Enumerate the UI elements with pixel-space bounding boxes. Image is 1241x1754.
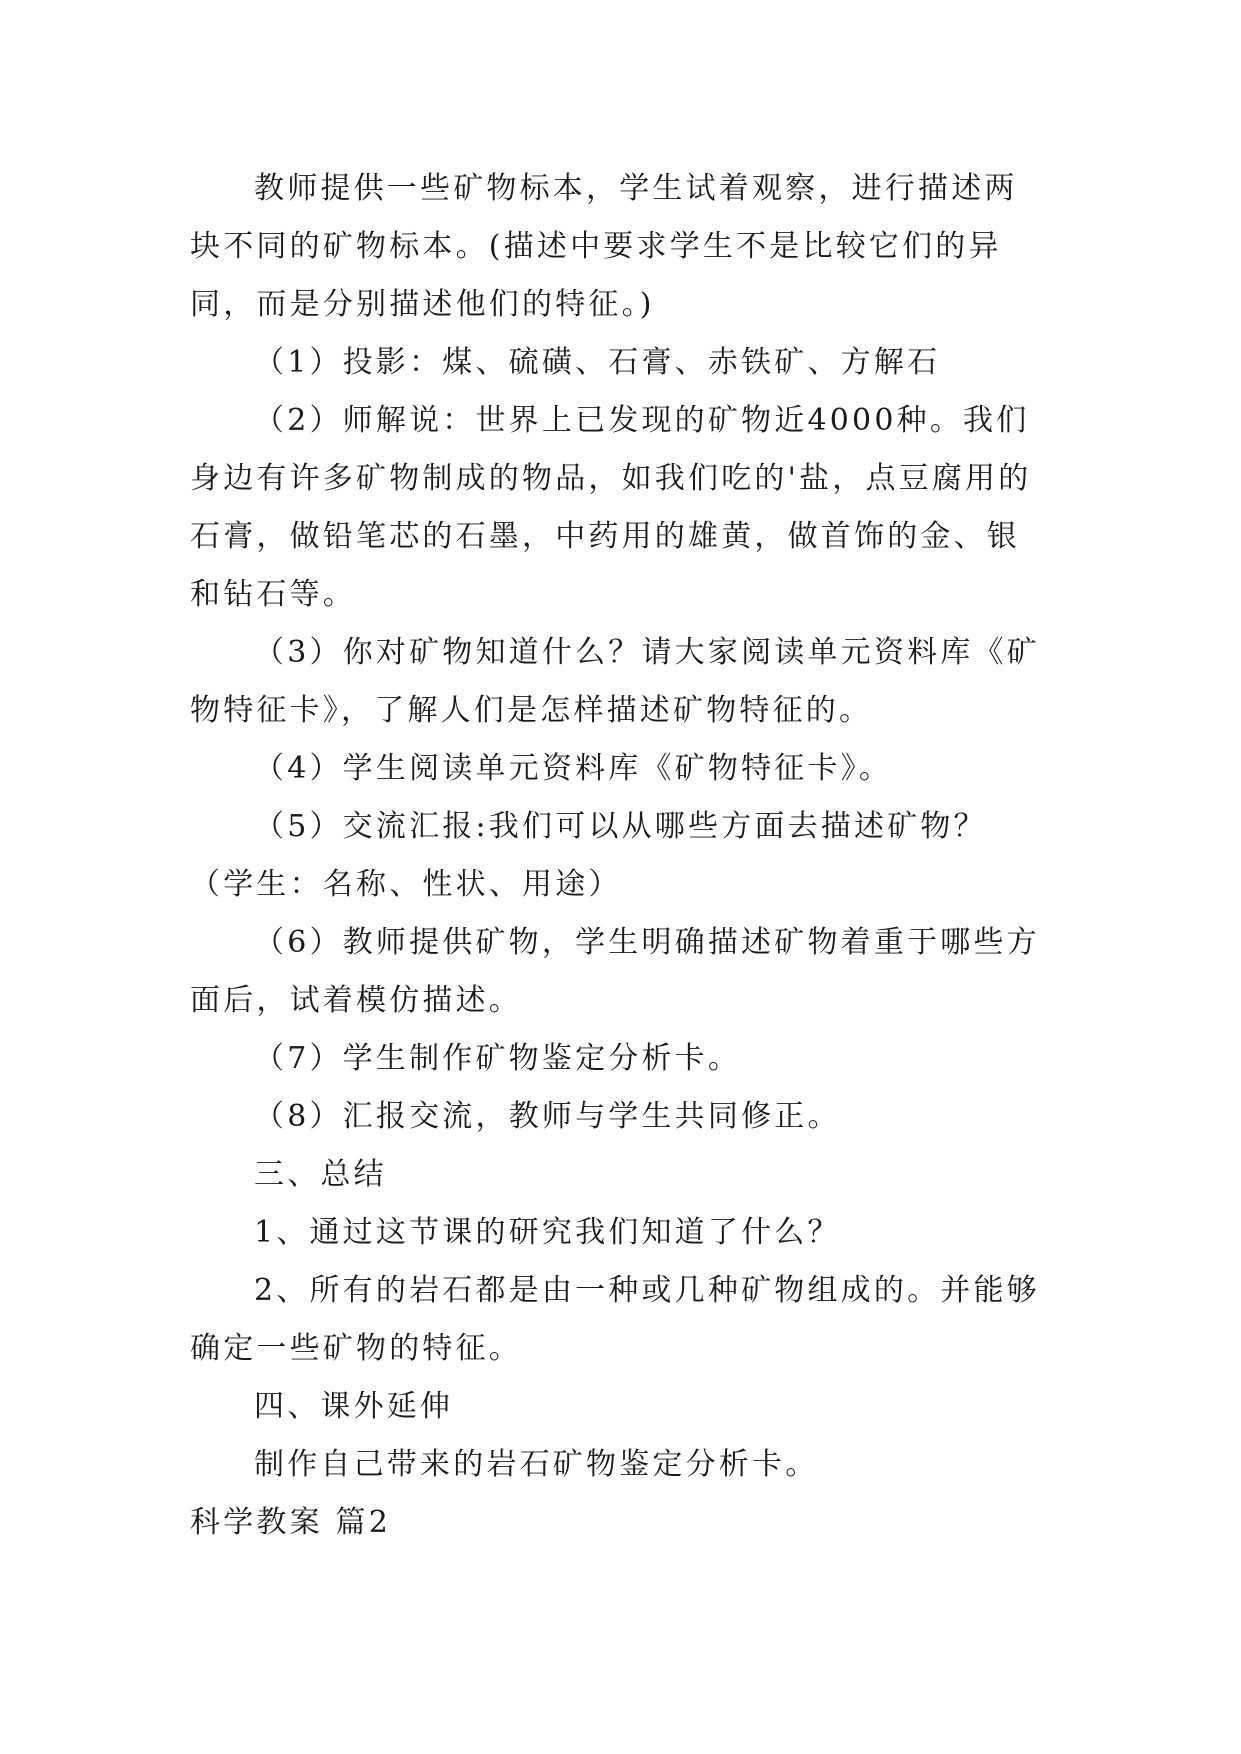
summary-point-1: 1、通过这节课的研究我们知道了什么？ bbox=[254, 1215, 841, 1250]
extension-paragraph: 制作自己带来的岩石矿物鉴定分析卡。 bbox=[254, 1447, 819, 1482]
step-4-paragraph: （4）学生阅读单元资料库《矿物特征卡》。 bbox=[254, 751, 893, 786]
step-1-paragraph: （1）投影：煤、硫磺、石膏、赤铁矿、方解石 bbox=[254, 345, 941, 380]
intro-paragraph: 教师提供一些矿物标本，学生试着观察，进行描述两块不同的矿物标本。(描述中要求学生不是比较它们的异同，而是分别描述他们的特征。) bbox=[190, 171, 1018, 322]
section-heading: 科学教案 篇2 bbox=[190, 1505, 392, 1540]
step-7-paragraph: （7）学生制作矿物鉴定分析卡。 bbox=[254, 1041, 742, 1076]
step-8-paragraph: （8）汇报交流，教师与学生共同修正。 bbox=[254, 1099, 841, 1134]
summary-point-2: 2、所有的岩石都是由一种或几种矿物组成的。并能够确定一些矿物的特征。 bbox=[190, 1273, 1040, 1366]
step-5-paragraph: （5）交流汇报:我们可以从哪些方面去描述矿物？（学生：名称、性状、用途） bbox=[190, 809, 987, 902]
summary-heading: 三、总结 bbox=[254, 1157, 387, 1192]
step-3-paragraph: （3）你对矿物知道什么？请大家阅读单元资料库《矿物特征卡》，了解人们是怎样描述矿物特征的。 bbox=[190, 635, 1040, 728]
step-2-paragraph: （2）师解说：世界上已发现的矿物近4000种。我们身边有许多矿物制成的物品，如我们吃的'盐，点豆腐用的石膏，做铅笔芯的石墨，中药用的雄黄，做首饰的金、银和钻石等。 bbox=[190, 403, 1032, 612]
step-6-paragraph: （6）教师提供矿物，学生明确描述矿物着重于哪些方面后，试着模仿描述。 bbox=[190, 925, 1040, 1018]
document-body bbox=[190, 160, 1050, 1552]
extension-heading: 四、课外延伸 bbox=[254, 1389, 454, 1424]
